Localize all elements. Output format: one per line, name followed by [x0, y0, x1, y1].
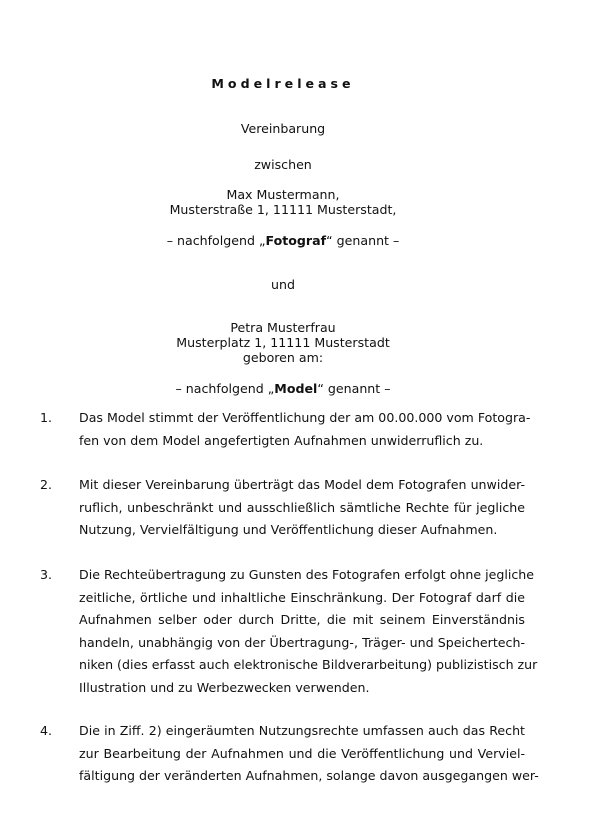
role-term-photographer: Fotograf: [265, 233, 327, 248]
model-role: [0, 381, 566, 396]
photographer-address: Musterstraße 1, 11111 Musterstadt,: [169, 202, 397, 217]
clause-line: Nutzung, Vervielfältigung und Veröffentlichung dieser Aufnahmen.: [79, 522, 498, 537]
clause-line: Das Model stimmt der Veröffentlichung der am 00.00.000 vom Fotogra-: [79, 410, 531, 425]
clause-text: [79, 407, 531, 452]
model-address: Musterplatz 1, 11111 Musterstadt: [176, 335, 390, 350]
clause-line: fen von dem Model angefertigten Aufnahmen unwiderruflich zu.: [79, 432, 484, 448]
clause-line: zeitliche, örtliche und inhaltliche Einschränkung. Der Fotograf darf die: [79, 589, 525, 605]
photographer-name: Max Mustermann,: [226, 187, 340, 202]
clause-line: ruflich, unbeschränkt und ausschließlich sämtliche Rechte für jegliche: [79, 499, 525, 515]
model-birthdate-label: geboren am:: [242, 350, 324, 365]
clause-number: 3.: [40, 567, 53, 582]
role-prefix: – nachfolgend „: [175, 381, 275, 396]
clause-number: 2.: [40, 477, 53, 492]
role-suffix: “ genannt –: [317, 381, 391, 396]
and-label: und: [271, 277, 295, 292]
clause-line: Aufnahmen selber oder durch Dritte, die mit seinem Einverständnis: [79, 612, 525, 627]
role-suffix: “ genannt –: [326, 233, 400, 248]
clause-number: 4.: [40, 723, 53, 738]
photographer-role: [0, 233, 566, 248]
clause-line: Illustration und zu Werbezwecken verwenden.: [79, 679, 370, 695]
clause-line: fältigung der veränderten Aufnahmen, solange davon ausgegangen wer-: [79, 768, 539, 783]
model-name: Petra Musterfrau: [230, 320, 336, 335]
clause-line: Die Rechteübertragung zu Gunsten des Fotografen erfolgt ohne jegliche: [79, 567, 535, 582]
clause-line: handeln, unabhängig von der Übertragung-, Träger- und Speichertech-: [79, 634, 525, 650]
role-prefix: – nachfolgend „: [166, 233, 266, 248]
clause-text: [79, 474, 525, 542]
between-label: zwischen: [254, 157, 312, 172]
clause-line: Die in Ziff. 2) eingeräumten Nutzungsrechte umfassen auch das Recht: [79, 723, 525, 738]
clause-line: zur Bearbeitung der Aufnahmen und die Veröffentlichung und Verviel-: [79, 745, 525, 761]
document-title: Modelrelease: [211, 76, 355, 91]
role-term-model: Model: [274, 381, 318, 396]
clause-number: 1.: [40, 410, 53, 425]
clause-text: [79, 564, 538, 699]
clause-text: [79, 720, 539, 788]
clause-line: niken (dies erfasst auch elektronische Bildverarbeitung) publizistisch zur: [79, 657, 538, 672]
clause-line: Mit dieser Vereinbarung überträgt das Model dem Fotografen unwider-: [79, 477, 525, 492]
agreement-heading: Vereinbarung: [240, 121, 326, 136]
